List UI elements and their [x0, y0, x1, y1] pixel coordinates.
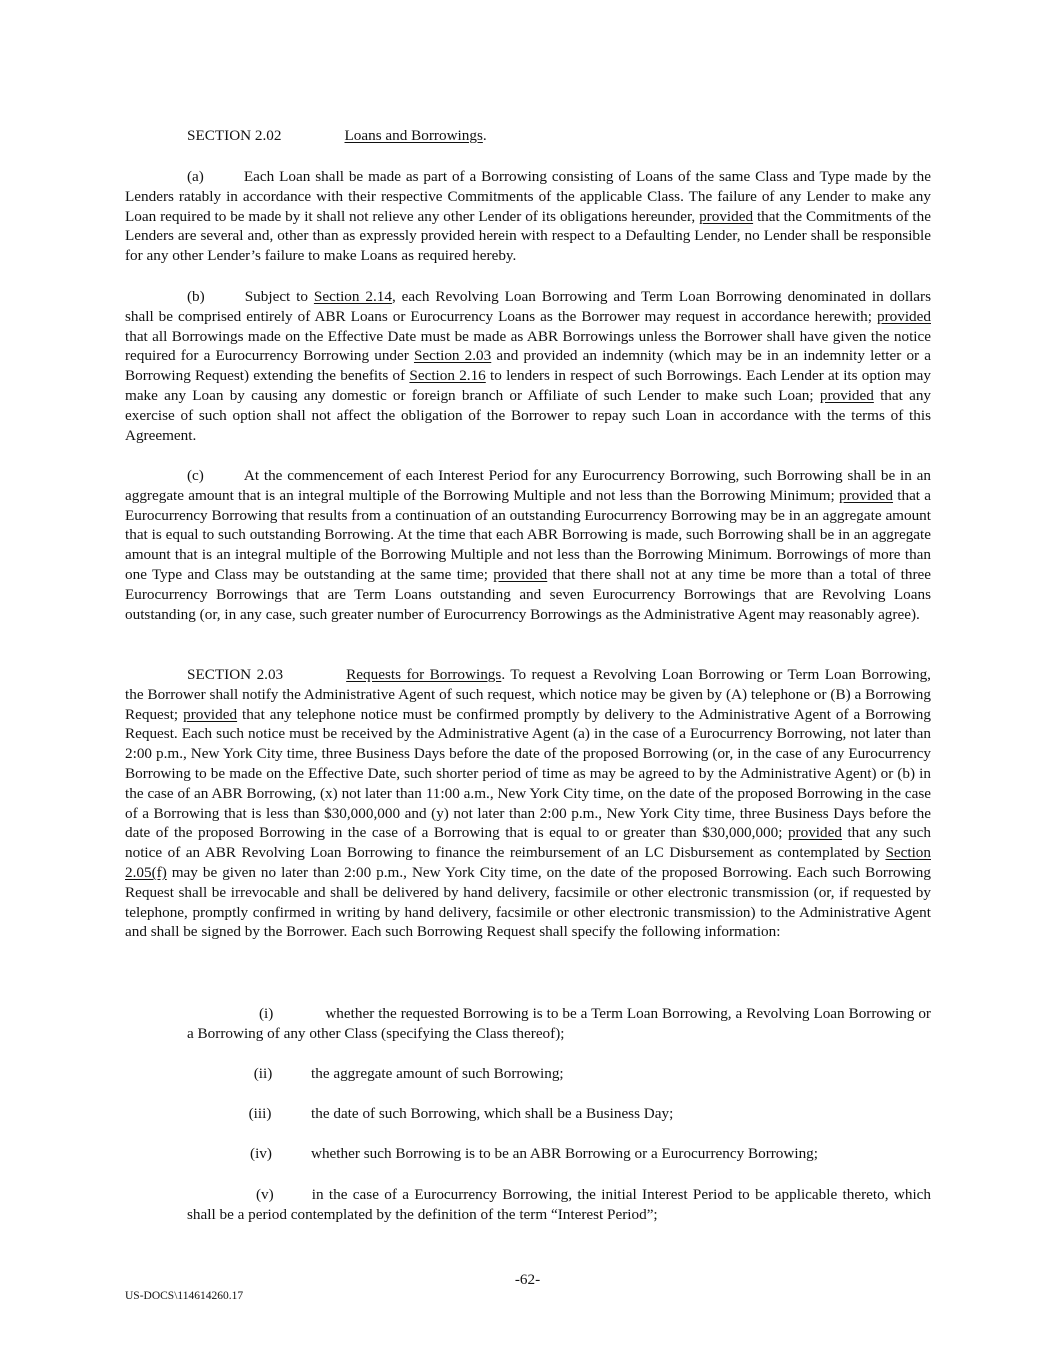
section-2-03-paragraph: SECTION 2.03 Requests for Borrowings. To request a Revolving Loan Borrowing or Term Loan Borrowing, the Borrower shall notify the Administrative Agent of such request, which notice may be given by (A) telephone or (B) a Borrowing Request; provided that any telephone notice must be confirmed promptly by delivery to the Administrative Agent of a Borrowing Request. Each such notice must be received by the Administrative Agent (a) in the case of a Eurocurrency Borrowing, not later than 2:00 p.m., New York City time, three Business Days before the date of the proposed Borrowing (or, in the case of any Eurocurrency Borrowing to be made on the Effective Date, such shorter period of time as may be agreed to by the Administrative Agent) or (b) in the case of an ABR Borrowing, (x) not later than 11:00 a.m., New York City time, on the date of the proposed Borrowing in the case of a Borrowing that is less than $30,000,000 and (y) not later than 2:00 p.m., New York City time, three Business Days before the date of the proposed Borrowing in the case of a Borrowing that is equal to or greater than $30,000,000; provided that any such notice of an ABR Revolving Loan Borrowing to finance the reimbursement of an LC Disbursement as contemplated by Section 2.05(f) may be given no later than 2:00 p.m., New York City time, on the date of the proposed Borrowing. Each such Borrowing Request shall be irrevocable and shall be delivered by hand delivery, facsimile or other electronic transmission (or, if requested by telephone, promptly confirmed in writing by hand delivery, facsimile or other electronic transmission) to the Administrative Agent and shall be signed by the Borrower. Each such Borrowing Request shall specify the following information: [125, 666, 932, 941]
list-item-label: (v) [256, 1186, 274, 1203]
section-reference: Section 2.14 [313, 288, 392, 305]
document-id: US-DOCS\114614260.17 [125, 1290, 244, 1302]
list-item-text: the aggregate amount of such Borrowing; [311, 1065, 564, 1082]
section-number: SECTION 2.02 [187, 127, 282, 144]
provided-term: provided [839, 486, 894, 504]
list-item [187, 1004, 931, 1044]
list-item [187, 1185, 931, 1225]
list-item-text: the date of such Borrowing, which shall be a Business Day; [311, 1105, 674, 1122]
paragraph-label: (c) [187, 467, 204, 484]
provided-term: provided [699, 207, 754, 225]
provided-term: provided [787, 824, 842, 842]
paragraph-c: (c) At the commencement of each Interest Period for any Eurocurrency Borrowing, such Borrowing shall be in an aggregate amount that is an integral multiple of the Borrowing Multiple and not less than the Borrowing Minimum; provided that a Eurocurrency Borrowing that results from a continuation of an outstanding Eurocurrency Borrowing may be in an aggregate amount that is equal to such outstanding Borrowing. At the time that each ABR Borrowing is made, such Borrowing shall be in an aggregate amount that is an integral multiple of the Borrowing Multiple and not less than the Borrowing Minimum. Borrowings of more than one Type and Class may be outstanding at the same time; provided that there shall not at any time be more than a total of three Eurocurrency Borrowings that are Term Loans outstanding and seven Eurocurrency Borrowings that are Revolving Loans outstanding (or, in any case, such greater number of Eurocurrency Borrowings as the Administrative Agent may reasonably agree). [125, 467, 932, 623]
page-number: -62- [514, 1271, 541, 1288]
provided-term: provided [183, 705, 238, 723]
list-item-text: in the case of a Eurocurrency Borrowing, the initial Interest Period to be applicable thereto, which shall be a period contemplated by the definition of the term “Interest Period”; [187, 1186, 931, 1223]
list-item-label: (ii) [253, 1065, 273, 1082]
section-reference: Section 2.16 [409, 367, 486, 385]
section-title: Requests for Borrowings [346, 666, 502, 683]
paragraph-label: (a) [187, 168, 204, 185]
section-reference: Section 2.03 [413, 347, 492, 365]
list-item-text: whether the requested Borrowing is to be a Term Loan Borrowing, a Revolving Loan Borrowing or a Borrowing of any other Class (specifying the Class thereof); [187, 1005, 931, 1042]
list-item-label: (i) [259, 1005, 274, 1022]
list-item-label: (iii) [248, 1105, 272, 1122]
list-item-text: whether such Borrowing is to be an ABR Borrowing or a Eurocurrency Borrowing; [311, 1145, 818, 1162]
provided-term: provided [493, 565, 548, 583]
provided-term: provided [877, 307, 931, 325]
paragraph-b: (b) Subject to Section 2.14, each Revolving Loan Borrowing and Term Loan Borrowing denominated in dollars shall be comprised entirely of ABR Loans or Eurocurrency Loans as the Borrower may request in accordance herewith; provided that all Borrowings made on the Effective Date must be made as ABR Borrowings unless the Borrower shall have given the notice required for a Eurocurrency Borrowing under Section 2.03 and provided an indemnity (which may be in an indemnity letter or a Borrowing Request) extending the benefits of Section 2.16 to lenders in respect of such Borrowings. Each Lender at its option may make any Loan by causing any domestic or foreign branch or Affiliate of such Lender to make such Loan; provided that any exercise of such option shall not affect the obligation of the Borrower to repay such Loan in accordance with the terms of this Agreement. [125, 288, 932, 444]
provided-term: provided [819, 386, 874, 404]
section-reference: Section 2.05(f) [125, 844, 931, 881]
list-item-label: (iv) [250, 1145, 272, 1162]
paragraph-label: (b) [187, 288, 205, 305]
paragraph-a: (a) Each Loan shall be made as part of a Borrowing consisting of Loans of the same Class and Type made by the Lenders ratably in accordance with their respective Commitments of the applicable Class. The failure of any Lender to make any Loan required to be made by it shall not relieve any other Lender of its obligations hereunder, provided that the Commitments of the Lenders are several and, other than as expressly provided herein with respect to a Defaulting Lender, no Lender shall be responsible for any other Lender’s failure to make Loans as required hereby. [125, 168, 931, 265]
section-2-02-heading: SECTION 2.02 Loans and Borrowings. [187, 127, 487, 144]
section-number: SECTION 2.03 [187, 666, 284, 683]
section-title: Loans and Borrowings [344, 127, 483, 144]
